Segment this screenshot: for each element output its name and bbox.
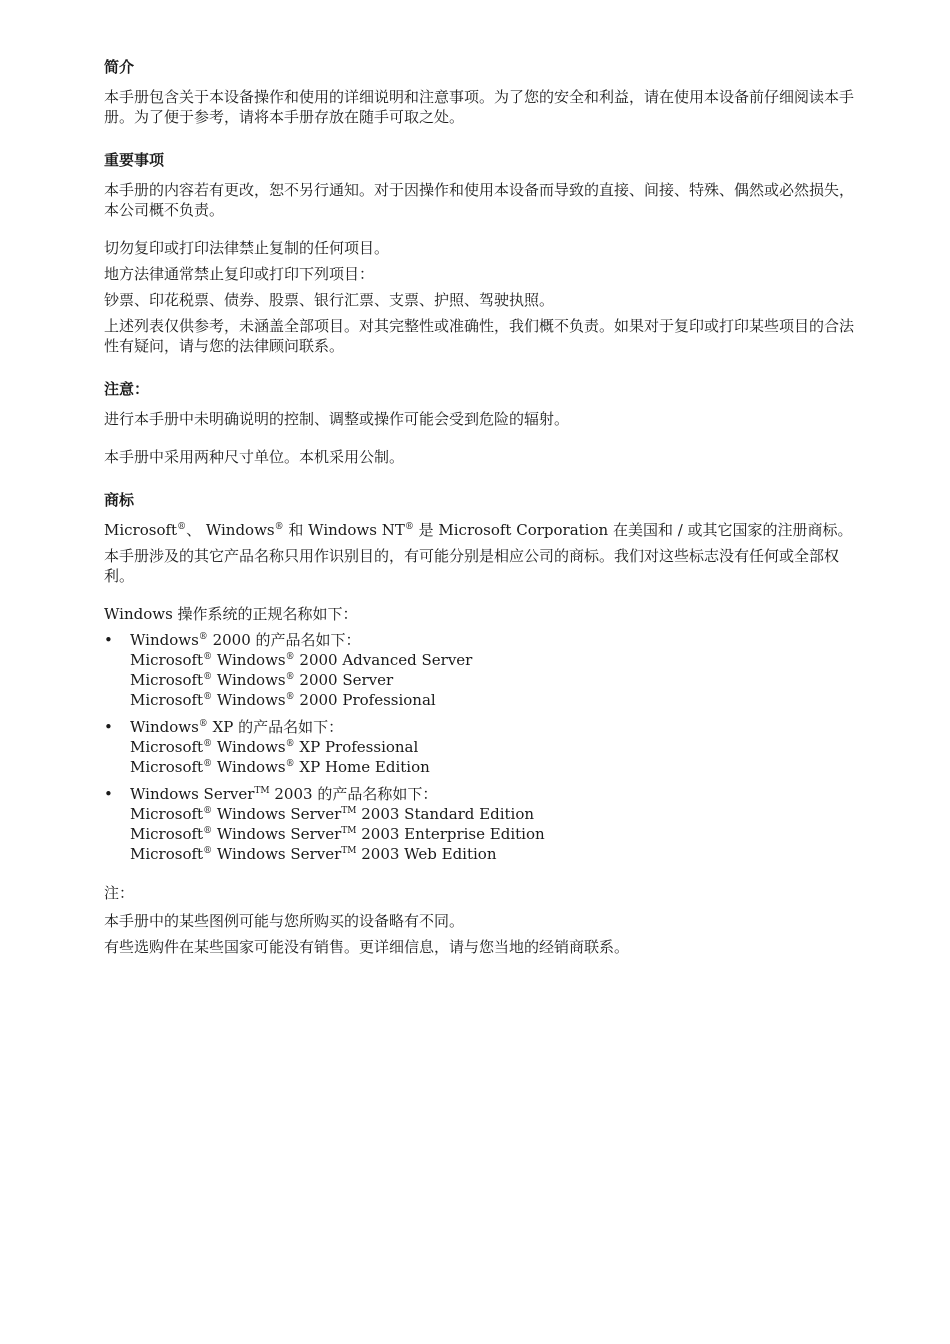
registered-mark: ® [177, 522, 187, 532]
important-paragraph-3: 地方法律通常禁止复印或打印下列项目： [104, 265, 375, 283]
tm-text-d: 是 Microsoft Corporation 在美国和 / 或其它国家的注册商标。 [413, 521, 853, 539]
trademarks-paragraph-3: Windows 操作系统的正规名称如下： [104, 605, 358, 623]
os-name-list [104, 630, 854, 864]
intro-text: 本手册包含关于本设备操作和使用的详细说明和注意事项。为了您的安全和利益，请在使用本设备前仔细阅读本手册。为了便于参考，请将本手册存放在随手可取之处。 [104, 88, 855, 126]
product-name: Microsoft® Windows® 2000 Advanced Server [130, 651, 473, 669]
note-heading: 注： [104, 884, 135, 902]
important-paragraph-5: 上述列表仅供参考，未涵盖全部项目。对其完整性或准确性，我们概不负责。如果对于复印或打印某些项目的合法性有疑问，请与您的法律顾问联系。 [104, 317, 855, 355]
important-heading: 重要事项 [104, 151, 165, 169]
registered-mark: ® [274, 522, 284, 532]
list-item-windows-xp: • Windows® XP 的产品名如下： Microsoft® Windows® XP Professional Microsoft® Windows® XP Home Edition [104, 717, 854, 777]
tm-text-c: 和 Windows NT [283, 521, 405, 539]
important-paragraph-1: 本手册的内容若有更改，恕不另行通知。对于因操作和使用本设备而导致的直接、间接、特殊、偶然或必然损失，本公司概不负责。 [104, 181, 855, 219]
list-item-windows-2000: • Windows® 2000 的产品名如下： Microsoft® Windows® 2000 Advanced Server Microsoft® Windows® 2000 Server Microsoft® Windows® 2000 Professional [104, 630, 854, 710]
product-name: Microsoft® Windows Server™ 2003 Standard Edition [130, 805, 535, 823]
product-name: Microsoft® Windows Server™ 2003 Enterprise Edition [130, 825, 545, 843]
important-paragraph-4: 钞票、印花税票、债券、股票、银行汇票、支票、护照、驾驶执照。 [104, 291, 555, 309]
note-paragraph-1: 本手册中的某些图例可能与您所购买的设备略有不同。 [104, 912, 465, 930]
trademarks-paragraph-1 [104, 520, 854, 540]
product-name: Microsoft® Windows Server™ 2003 Web Edition [130, 845, 497, 863]
trademarks-paragraph-2: 本手册涉及的其它产品名称只用作识别目的，有可能分别是相应公司的商标。我们对这些标志没有任何或全部权利。 [104, 547, 840, 585]
product-name: Microsoft® Windows® 2000 Server [130, 671, 394, 689]
caution-paragraph-2: 本手册中采用两种尺寸单位。本机采用公制。 [104, 448, 405, 466]
registered-mark: ® [404, 522, 414, 532]
list-item-windows-server-2003: • Windows Server™ 2003 的产品名称如下： Microsoft® Windows Server™ 2003 Standard Edition Microsoft® Windows Server™ 2003 Enterprise Edition Microsoft® Windows Server™ 2003 Web Edition [104, 784, 854, 864]
note-paragraph-2: 有些选购件在某些国家可能没有销售。更详细信息，请与您当地的经销商联系。 [104, 938, 630, 956]
intro-heading: 简介 [104, 58, 135, 76]
product-name: Microsoft® Windows® 2000 Professional [130, 691, 436, 709]
product-name: Microsoft® Windows® XP Professional [130, 738, 419, 756]
product-name: Microsoft® Windows® XP Home Edition [130, 758, 430, 776]
caution-heading: 注意： [104, 380, 150, 398]
trademarks-heading: 商标 [104, 491, 135, 509]
manual-page [104, 56, 854, 957]
tm-text-b: 、 Windows [186, 521, 275, 539]
tm-text-a: Microsoft [104, 521, 178, 539]
important-paragraph-2: 切勿复印或打印法律禁止复制的任何项目。 [104, 239, 390, 257]
caution-paragraph-1: 进行本手册中未明确说明的控制、调整或操作可能会受到危险的辐射。 [104, 410, 570, 428]
